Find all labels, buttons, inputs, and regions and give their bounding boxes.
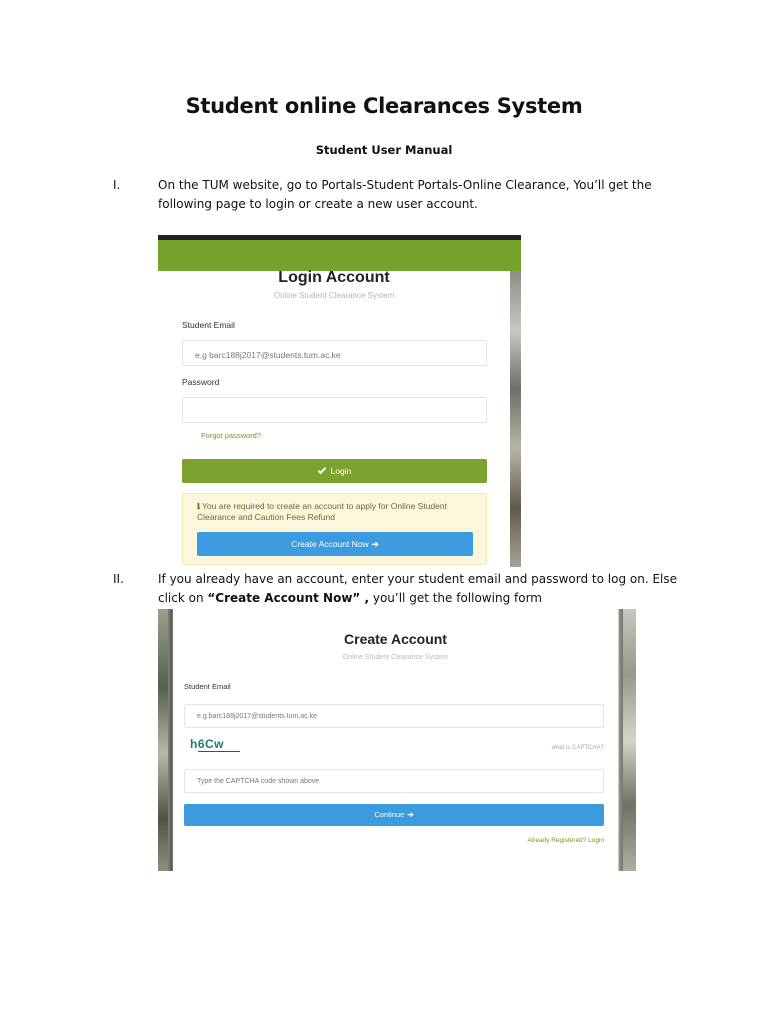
already-registered-login-link[interactable]: Already Registered? Login <box>527 837 604 844</box>
step-number: I. <box>113 178 121 192</box>
email-input[interactable] <box>182 340 487 366</box>
arrow-right-icon: ➔ <box>407 810 414 819</box>
create-email-label: Student Email <box>184 682 231 691</box>
create-account-label: Create Account Now <box>291 539 369 549</box>
step-1 <box>113 176 693 216</box>
step-text-part: you’ll get the following form <box>369 591 542 605</box>
create-email-input[interactable] <box>184 704 604 728</box>
login-button-label: Login <box>330 466 352 476</box>
what-is-captcha-link[interactable]: what is CAPTCHA? <box>551 745 604 751</box>
captcha-strike-line <box>198 751 240 752</box>
document-title: Student online Clearances System <box>185 94 583 118</box>
captcha-input[interactable] <box>184 769 604 793</box>
info-alert <box>182 493 487 565</box>
password-input[interactable] <box>182 397 487 423</box>
login-button[interactable] <box>182 459 487 483</box>
step-text-bold: “Create Account Now” , <box>207 591 370 605</box>
continue-label: Continue <box>374 810 405 819</box>
login-subheading: Online Student Clearance System <box>273 291 395 300</box>
step-text-part: If you already have an account, enter your student email and password to log on. Else click on <box>158 572 678 605</box>
continue-button[interactable] <box>184 804 604 826</box>
step-text <box>158 570 693 608</box>
captcha-placeholder: Type the CAPTCHA code shown above <box>197 778 320 785</box>
email-label: Student Email <box>182 320 235 330</box>
background-photo-left <box>158 609 168 871</box>
background-photo-strip <box>510 271 521 567</box>
site-header-bar <box>158 240 521 271</box>
step-number: II. <box>113 572 124 586</box>
password-label: Password <box>182 377 220 387</box>
login-heading: Login Account <box>278 269 390 286</box>
background-photo-right <box>623 609 636 871</box>
forgot-password-link[interactable]: Forgot password? <box>201 431 262 440</box>
step-text: On the TUM website, go to Portals-Student Portals-Online Clearance, You’ll get the following page to login or create a new user account. <box>158 178 652 211</box>
login-screenshot <box>158 235 521 567</box>
document-subtitle: Student User Manual <box>315 143 453 157</box>
email-placeholder: e.g barc188j2017@students.tum.ac.ke <box>195 350 341 360</box>
create-heading: Create Account <box>344 631 447 647</box>
alert-text: You are required to create an account to apply for Online Student Clearance and Caution Fees Refund <box>197 501 447 522</box>
check-icon <box>317 466 325 474</box>
captcha-text: h6Cw <box>190 737 225 751</box>
create-account-screenshot <box>158 609 636 871</box>
info-icon: ℹ <box>197 502 201 511</box>
create-email-placeholder: e.g barc188j2017@students.tum.ac.ke <box>197 713 317 720</box>
captcha-image <box>190 737 242 755</box>
create-subheading: Online Student Clearance System <box>342 654 449 661</box>
step-2 <box>113 570 693 610</box>
create-account-now-button[interactable] <box>197 532 473 556</box>
arrow-right-icon: ➔ <box>371 539 379 549</box>
